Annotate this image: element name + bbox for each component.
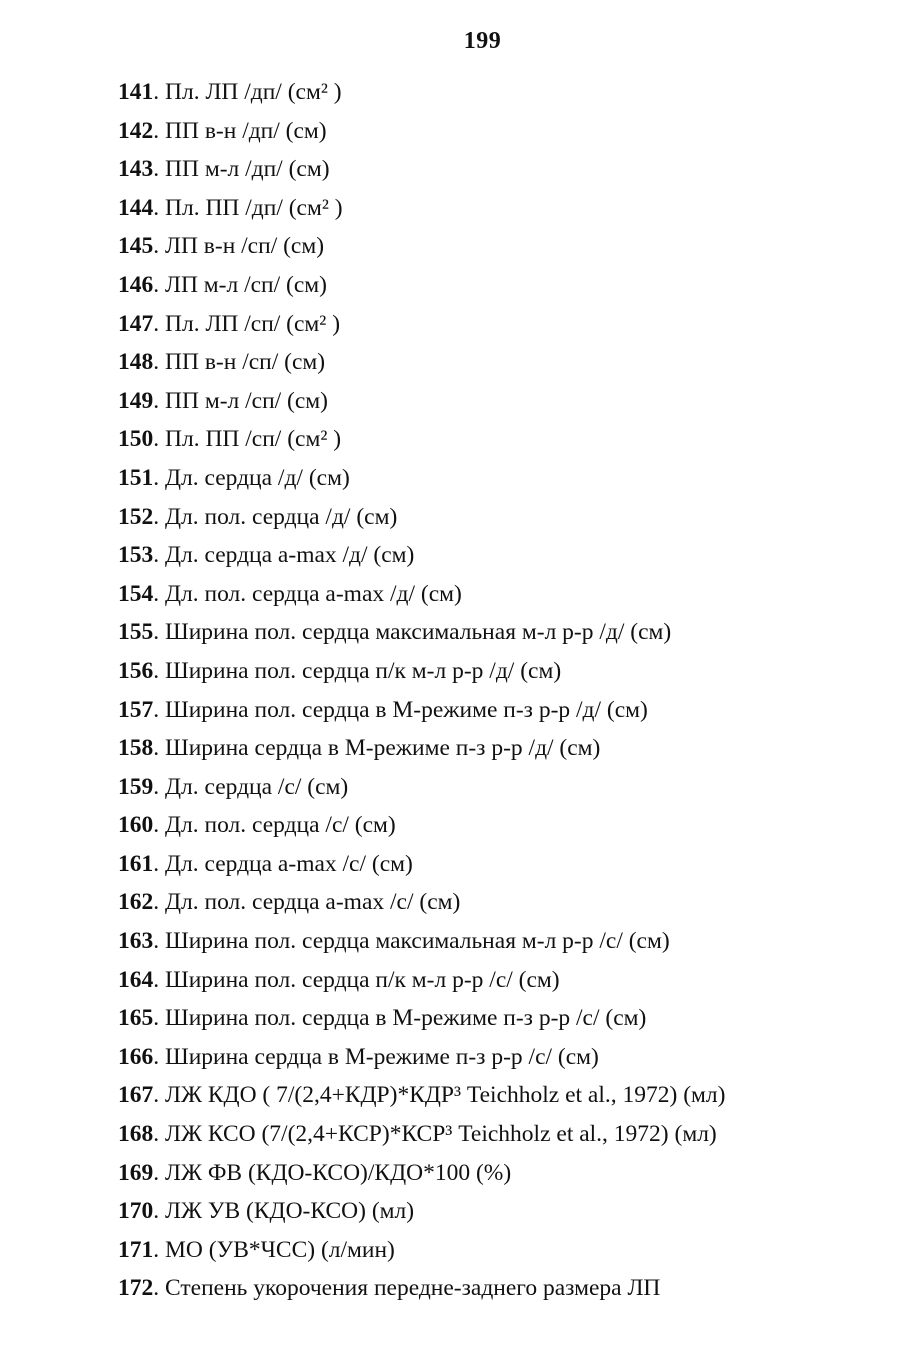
list-item [118, 346, 908, 385]
list-item [118, 115, 908, 154]
item-text: . МО (УВ*ЧСС) (л/мин) [153, 1236, 395, 1263]
item-text: . Дл. сердца /с/ (см) [153, 773, 349, 800]
item-number: 157 [118, 696, 154, 723]
page-number: 199 [463, 28, 502, 54]
item-text: . Дл. пол. сердца a-max /д/ (см) [153, 580, 462, 607]
item-text: . ПП м-л /сп/ (см) [153, 387, 329, 414]
list-item [118, 1234, 908, 1273]
list-item [118, 616, 908, 655]
item-number: 160 [118, 812, 154, 839]
item-number: 158 [118, 735, 154, 762]
item-number: 150 [118, 426, 154, 453]
list-item [118, 462, 908, 501]
item-text: . ЛП м-л /сп/ (см) [153, 271, 327, 298]
item-number: 152 [118, 503, 154, 530]
item-number: 153 [118, 542, 154, 569]
item-number: 147 [118, 310, 154, 337]
item-number: 156 [118, 657, 154, 684]
item-text: . Ширина пол. сердца п/к м-л р-р /д/ (см) [153, 657, 562, 684]
list-item [118, 385, 908, 424]
item-number: 168 [118, 1121, 154, 1148]
list-item [118, 578, 908, 617]
item-number: 163 [118, 928, 154, 955]
item-text: . Пл. ЛП /дп/ (см² ) [153, 79, 342, 105]
item-number: 166 [118, 1043, 154, 1070]
list-item [118, 694, 908, 733]
item-text: . Ширина пол. сердца в М-режиме п-з р-р /с/ (см) [153, 1005, 647, 1032]
list-item [118, 76, 908, 115]
item-number: 164 [118, 966, 154, 993]
list-item [118, 1041, 908, 1080]
item-number: 162 [118, 889, 154, 916]
item-number: 148 [118, 349, 154, 376]
item-text: . Ширина пол. сердца в М-режиме п-з р-р /д/ (см) [153, 696, 648, 723]
list-item [118, 1002, 908, 1041]
item-text: . ЛЖ КДО ( 7/(2,4+КДР)*КДР³ Teichholz et al., 1972) (мл) [153, 1082, 726, 1109]
item-number: 151 [118, 464, 154, 491]
item-text: . Ширина сердца в М-режиме п-з р-р /с/ (см) [153, 1043, 599, 1070]
item-text: . Пл. ПП /дп/ (см² ) [153, 194, 343, 221]
item-number: 170 [118, 1198, 154, 1225]
item-number: 155 [118, 619, 154, 646]
item-number: 143 [118, 156, 154, 183]
item-number: 159 [118, 773, 154, 800]
item-text: . ЛЖ УВ (КДО-КСО) (мл) [153, 1198, 415, 1225]
list-item [118, 809, 908, 848]
list-item [118, 230, 908, 269]
item-number: 169 [118, 1159, 154, 1186]
item-text: . Ширина сердца в М-режиме п-з р-р /д/ (см) [153, 735, 601, 762]
item-text: . Пл. ЛП /сп/ (см² ) [153, 310, 341, 337]
item-text: . Ширина пол. сердца п/к м-л р-р /с/ (см) [153, 966, 560, 993]
item-text: . Дл. сердца a-max /д/ (см) [153, 542, 415, 569]
item-text: . Дл. пол. сердца /д/ (см) [153, 503, 398, 530]
item-text: . Дл. сердца /д/ (см) [153, 464, 350, 491]
parameter-list [118, 76, 908, 1311]
item-number: 165 [118, 1005, 154, 1032]
item-text: . ПП в-н /дп/ (см) [153, 117, 327, 144]
item-number: 142 [118, 117, 154, 144]
list-item [118, 1157, 908, 1196]
list-item [118, 771, 908, 810]
item-number: 145 [118, 233, 154, 260]
item-text: . Ширина пол. сердца максимальная м-л р-р /д/ (см) [153, 619, 672, 646]
item-number: 144 [118, 194, 154, 221]
item-text: . Ширина пол. сердца максимальная м-л р-р /с/ (см) [153, 928, 670, 955]
list-item [118, 1195, 908, 1234]
list-item [118, 539, 908, 578]
list-item [118, 1079, 908, 1118]
list-item [118, 423, 908, 462]
item-text: . Дл. пол. сердца /с/ (см) [153, 812, 396, 839]
list-item [118, 925, 908, 964]
list-item [118, 192, 908, 231]
list-item [118, 153, 908, 192]
list-item [118, 308, 908, 347]
list-item [118, 848, 908, 887]
item-text: . Дл. пол. сердца a-max /с/ (см) [153, 889, 461, 916]
list-item [118, 501, 908, 540]
list-item [118, 964, 908, 1003]
item-text: . ЛП в-н /сп/ (см) [153, 233, 325, 260]
item-text: . ПП в-н /сп/ (см) [153, 349, 326, 376]
list-item [118, 886, 908, 925]
item-number: 149 [118, 387, 154, 414]
item-number: 167 [118, 1082, 154, 1109]
list-item [118, 1118, 908, 1157]
item-text: . Степень укорочения передне-заднего размера ЛП [153, 1275, 661, 1302]
item-number: 171 [118, 1236, 154, 1263]
list-item [118, 1272, 908, 1311]
item-text: . Дл. сердца a-max /с/ (см) [153, 850, 413, 877]
item-number: 172 [118, 1275, 154, 1302]
list-item [118, 655, 908, 694]
list-item [118, 732, 908, 771]
item-number: 154 [118, 580, 154, 607]
item-text: . Пл. ПП /сп/ (см² ) [153, 426, 342, 453]
item-number: 146 [118, 271, 154, 298]
item-text: . ПП м-л /дп/ (см) [153, 156, 330, 183]
list-item [118, 269, 908, 308]
item-text: . ЛЖ КСО (7/(2,4+КСР)*КСР³ Teichholz et al., 1972) (мл) [153, 1121, 717, 1148]
item-number: 161 [118, 850, 154, 877]
item-number: 141 [118, 79, 154, 105]
item-text: . ЛЖ ФВ (КДО-КСО)/КДО*100 (%) [153, 1159, 512, 1186]
